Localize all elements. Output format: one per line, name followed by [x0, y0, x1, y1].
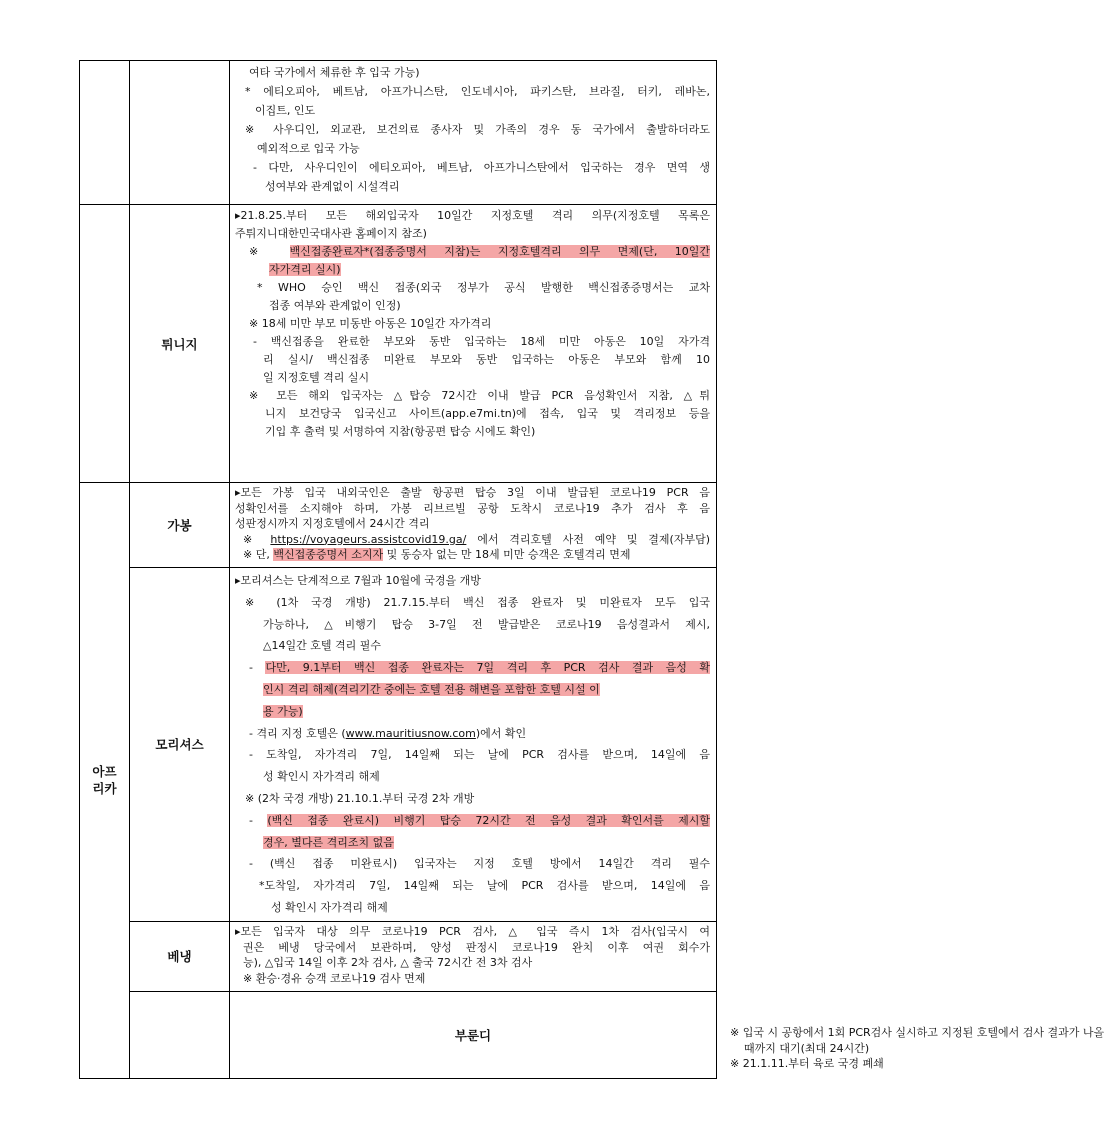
text-line: - 백신접종을 완료한 부모와 동반 입국하는 18세 미만 아동은 10일 자가격: [253, 335, 710, 348]
country-name: 베냉: [130, 921, 230, 991]
text-line: - (백신 접종 미완료시) 입국자는 지정 호텔 방에서 14일간 격리 필수: [249, 857, 710, 871]
text-line: [235, 261, 710, 279]
region-cell-empty: [80, 61, 130, 205]
link-text[interactable]: www.mauritiusnow.com: [345, 726, 476, 740]
content-cell: [230, 205, 717, 483]
text-line: 주튀지니대한민국대사관 홈페이지 참조): [235, 227, 427, 240]
text-line: 성여부와 관계없이 시설격리: [265, 180, 400, 193]
mauritius-rules: [230, 568, 716, 921]
entry-restrictions-table: [79, 60, 1104, 1079]
text-line: 여타 국가에서 체류한 후 입국 가능): [249, 66, 420, 79]
text-line: 성 확인시 자가격리 해제: [271, 900, 388, 914]
text-line: ※ 18세 미만 부모 미동반 아동은 10일간 자가격리: [249, 317, 492, 330]
text-line: - 격리 지정 호텔은 (www.mauritiusnow.com)에서 확인: [249, 726, 527, 740]
text-line: * 에티오피아, 베트남, 아프가니스탄, 인도네시아, 파키스탄, 브라질, 터키, 레바논,: [245, 85, 710, 98]
region-africa: [80, 483, 130, 1079]
text-line: ※ (1차 국경 개방) 21.7.15.부터 백신 접종 완료자 및 미완료자 모두 입국: [245, 595, 710, 609]
table-row: [80, 483, 717, 568]
text-line: ※ 사우디인, 외교관, 보건의료 종사자 및 가족의 경우 동 국가에서 출발하더라도: [245, 123, 710, 136]
text-line: 일 지정호텔 격리 실시: [263, 371, 370, 384]
text-line: [235, 679, 710, 701]
text-line: ▸21.8.25.부터 모든 해외입국자 10일간 지정호텔 격리 의무(지정호텔 목록은: [235, 209, 710, 222]
text-line: △14일간 호텔 격리 필수: [263, 639, 381, 653]
text-line: [235, 832, 710, 854]
table-row: [80, 205, 717, 483]
highlighted-text: 백신접종증명서 소지자: [273, 548, 384, 562]
tunisia-rules: [230, 205, 716, 443]
table-row: [80, 991, 717, 1078]
text-line: [235, 701, 710, 723]
region-label-line: 리카: [92, 781, 117, 797]
text-line: 성 확인시 자가격리 해제: [263, 770, 380, 784]
country-cell-empty: [130, 61, 230, 205]
table-row: [80, 568, 717, 922]
text-line: ※ 21.1.11.부터 육로 국경 폐쇄: [730, 1057, 884, 1071]
text-line: 성확인서를 소지해야 하며, 가봉 리브르빌 공항 도착시 코로나19 추가 검사 후 음: [235, 501, 710, 515]
link-text[interactable]: https://voyageurs.assistcovid19.ga/: [270, 532, 467, 546]
country-name: 모리셔스: [130, 568, 230, 922]
country-name: 튀니지: [130, 205, 230, 483]
text-line: 권은 베냉 당국에서 보관하며, 양성 판정시 코로나19 완치 이후 여권 회수가: [243, 940, 710, 954]
text-line: 때까지 대기(최대 24시간): [744, 1041, 870, 1055]
text-line: ▸모리셔스는 단계적으로 7월과 10월에 국경을 개방: [235, 574, 481, 587]
country-name: 부룬디: [230, 991, 717, 1078]
table-row: [80, 61, 717, 205]
highlighted-text: 경우, 별다른 격리조치 없음: [263, 835, 394, 849]
gabon-rules: [230, 483, 716, 565]
text-line: 이집트, 인도: [255, 104, 316, 117]
highlighted-text: (백신 접종 완료시) 비행기 탑승 72시간 전 음성 결과 확인서를 제시할: [267, 813, 711, 827]
text-line: *도착일, 자가격리 7일, 14일째 되는 날에 PCR 검사를 받으며, 14일에 음: [259, 879, 710, 893]
benin-rules: [230, 922, 716, 989]
content-cell: [230, 483, 717, 568]
text-line: 능), △입국 14일 이후 2차 검사, △ 출국 72시간 전 3차 검사: [243, 956, 533, 970]
text-line: 리 실시/ 백신접종 미완료 부모와 동반 입국하는 아동은 부모와 함께 10: [263, 353, 710, 366]
content-cell: [230, 568, 717, 922]
country-name: 가봉: [130, 483, 230, 568]
text-line: ※ (2차 국경 개방) 21.10.1.부터 국경 2차 개방: [245, 791, 475, 805]
text-line: * WHO 승인 백신 접종(외국 정부가 공식 발행한 백신접종증명서는 교차: [257, 281, 710, 294]
text-line: ※ 입국 시 공항에서 1회 PCR검사 실시하고 지정된 호텔에서 검사 결과가 나올: [730, 1025, 1104, 1039]
region-cell-empty: [130, 991, 230, 1078]
text-line: ※ 백신접종완료자*(접종증명서 지참)는 지정호텔격리 의무 면제(단, 10일간: [249, 245, 710, 258]
highlighted-text: 백신접종완료자*(접종증명서 지참)는 지정호텔격리 의무 면제(단, 10일간: [289, 245, 710, 258]
text-line: ▸모든 입국자 대상 의무 코로나19 PCR 검사, △ 입국 즉시 1차 검사(입국시 여: [235, 924, 710, 938]
text-line: 접종 여부와 관계없이 인정): [269, 299, 401, 312]
highlighted-text: 용 가능): [263, 704, 303, 718]
text-line: 기입 후 출력 및 서명하여 지참(항공편 탑승 시에도 확인): [265, 425, 536, 438]
text-line: 가능하나, △비행기 탑승 3-7일 전 발급받은 코로나19 음성결과서 제시,: [263, 617, 710, 631]
text-line: 예외적으로 입국 가능: [257, 142, 360, 155]
content-cell: [230, 61, 717, 205]
region-cell-empty: [80, 205, 130, 483]
highlighted-text: 다만, 9.1부터 백신 접종 완료자는 7일 격리 후 PCR 검사 결과 음성 확: [265, 661, 710, 675]
text-line: ※ 모든 해외 입국자는 △탑승 72시간 이내 발급 PCR 음성확인서 지참, △튀: [249, 389, 710, 402]
highlighted-text: 자가격리 실시): [269, 263, 341, 276]
text-line: - 도착일, 자가격리 7일, 14일째 되는 날에 PCR 검사를 받으며, 14일에 음: [249, 748, 710, 762]
text-line: ※ 단, 백신접종증명서 소지자 및 동승자 없는 만 18세 미만 승객은 호텔격리 면제: [243, 548, 631, 562]
table-row: [80, 921, 717, 991]
text-line: - 다만, 9.1부터 백신 접종 완료자는 7일 격리 후 PCR 검사 결과 음성 확: [249, 661, 710, 675]
text-line: - 다만, 사우디인이 에티오피아, 베트남, 아프가니스탄에서 입국하는 경우 면역 생: [253, 161, 710, 174]
region-label-line: 아프: [92, 764, 117, 780]
top-block: [230, 61, 716, 198]
text-line: 니지 보건당국 입국신고 사이트(app.e7mi.tn)에 접속, 입국 및 격리정보 등을: [265, 407, 710, 420]
text-line: ※ 환승·경유 승객 코로나19 검사 면제: [243, 972, 426, 986]
text-line: - (백신 접종 완료시) 비행기 탑승 72시간 전 음성 결과 확인서를 제시할: [249, 813, 711, 827]
highlighted-text: 인시 격리 해제(격리기간 중에는 호텔 전용 해변을 포함한 호텔 시설 이: [263, 682, 600, 696]
text-line: ▸모든 가봉 입국 내외국인은 출발 항공편 탑승 3일 이내 발급된 코로나19 PCR 음: [235, 486, 710, 499]
burundi-rules: [717, 992, 1104, 1074]
text-line: 성판정시까지 지정호텔에서 24시간 격리: [235, 517, 430, 531]
content-cell: [230, 921, 717, 991]
text-line: ※ https://voyageurs.assistcovid19.ga/ 에서 격리호텔 사전 예약 및 결제(자부담): [243, 532, 710, 546]
